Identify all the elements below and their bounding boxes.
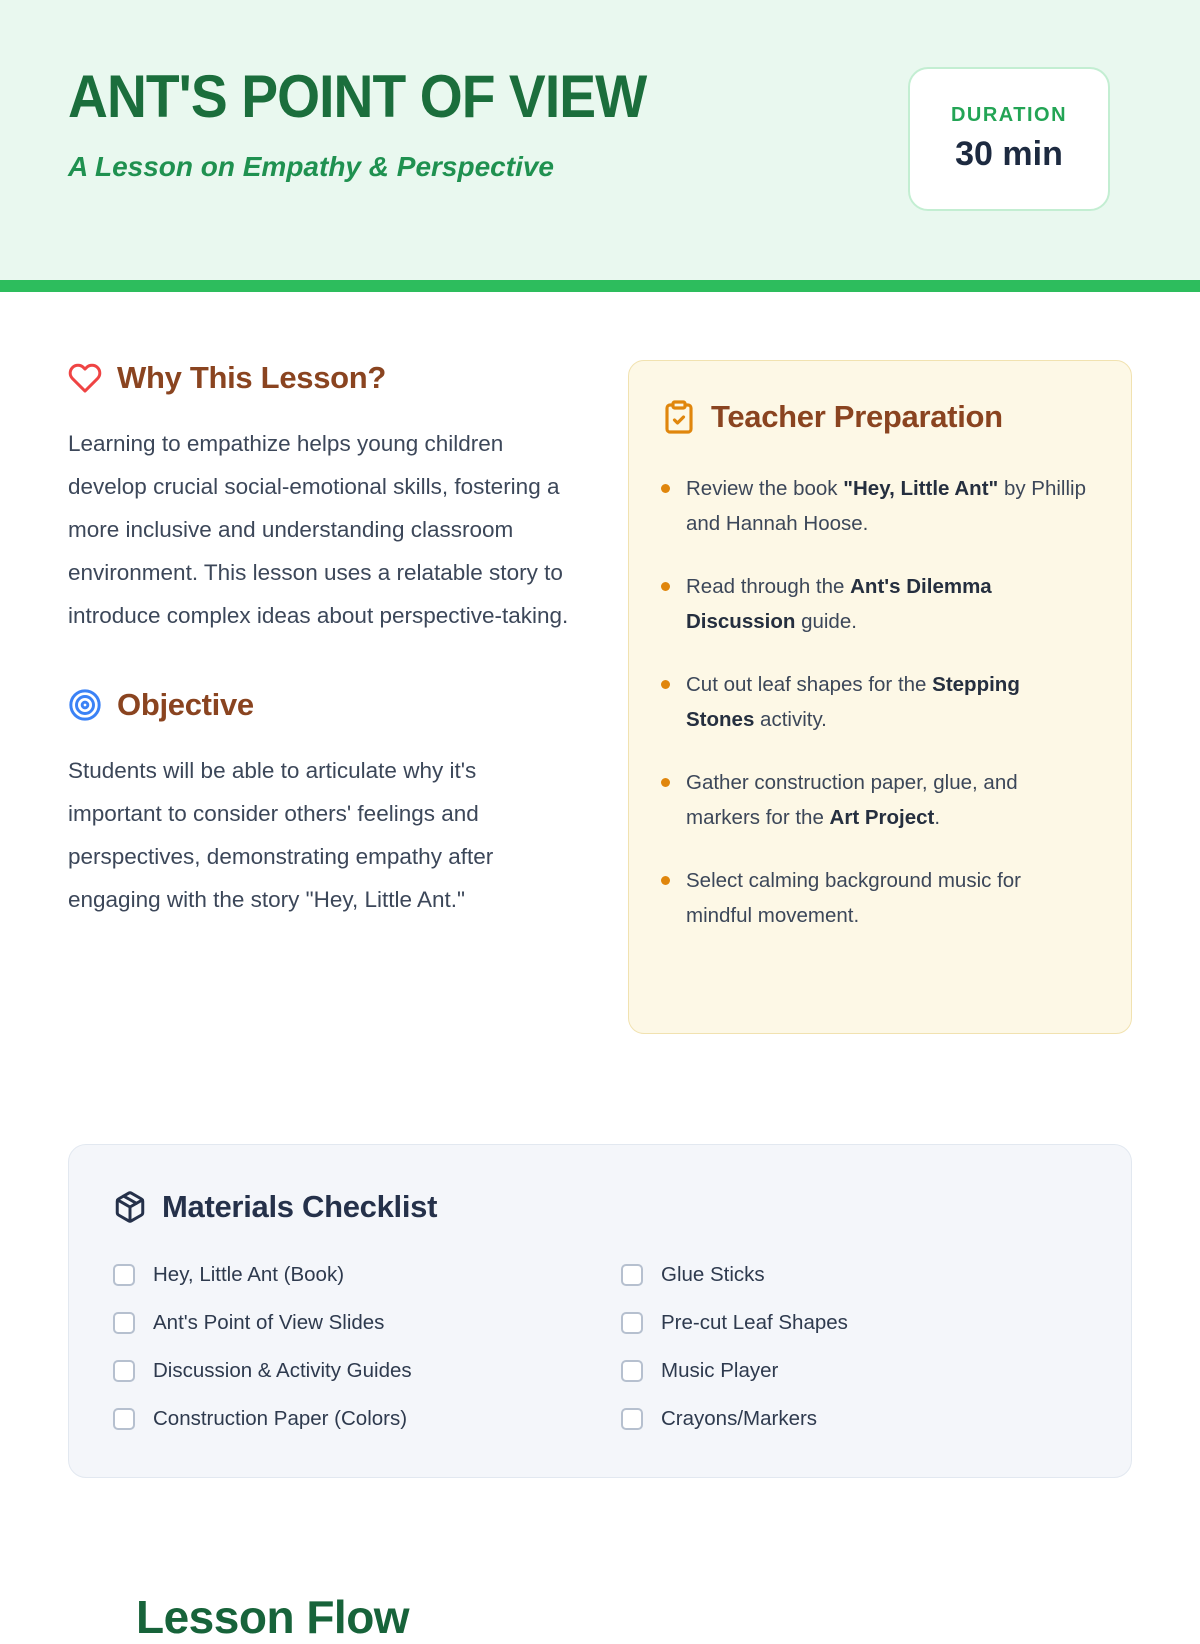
checkbox[interactable] bbox=[621, 1312, 643, 1334]
header bbox=[0, 0, 1200, 280]
why-section-heading bbox=[68, 360, 573, 396]
prep-bullet-text: Gather construction paper, glue, and markers for the Art Project. bbox=[686, 771, 1018, 829]
prep-bullet-item bbox=[661, 569, 1089, 639]
checklist-item bbox=[113, 1263, 621, 1287]
objective-section-heading bbox=[68, 687, 573, 723]
checklist-item-label: Crayons/Markers bbox=[661, 1407, 818, 1430]
checklist-item bbox=[621, 1407, 1083, 1431]
page-subtitle: A Lesson on Empathy & Perspective bbox=[68, 151, 554, 182]
materials-heading-text: Materials Checklist bbox=[162, 1189, 438, 1224]
why-paragraph: Learning to empathize helps young children develop crucial social-emotional skills, fostering a more inclusive and understanding classroom environment. This lesson uses a relatable story to introduce complex ideas about perspective-taking. bbox=[68, 431, 569, 628]
prep-bullet-text: Select calming background music for mindful movement. bbox=[686, 869, 1021, 927]
heart-icon bbox=[68, 361, 102, 395]
checklist-item-label: Glue Sticks bbox=[661, 1263, 765, 1286]
bullet-dot-icon bbox=[661, 582, 670, 591]
bullet-dot-icon bbox=[661, 680, 670, 689]
checklist-item bbox=[113, 1311, 621, 1335]
checkbox[interactable] bbox=[621, 1264, 643, 1286]
checklist-item bbox=[113, 1407, 621, 1431]
target-icon bbox=[68, 688, 102, 722]
checklist-item bbox=[621, 1263, 1083, 1287]
checklist-item bbox=[113, 1359, 621, 1383]
prep-bullet-item bbox=[661, 863, 1089, 933]
checklist-item-label: Construction Paper (Colors) bbox=[153, 1407, 408, 1430]
bullet-dot-icon bbox=[661, 876, 670, 885]
objective-paragraph: Students will be able to articulate why it's important to consider others' feelings and perspectives, demonstrating empathy after engaging with the story "Hey, Little Ant." bbox=[68, 758, 494, 912]
checklist-item-label: Hey, Little Ant (Book) bbox=[153, 1263, 345, 1286]
checklist-item-label: Music Player bbox=[661, 1359, 779, 1382]
prep-bullet-item bbox=[661, 765, 1089, 835]
checklist-item bbox=[621, 1359, 1083, 1383]
bullet-dot-icon bbox=[661, 484, 670, 493]
left-column bbox=[68, 360, 573, 1034]
teacher-prep-heading bbox=[661, 399, 1089, 435]
checklist-item-label: Pre-cut Leaf Shapes bbox=[661, 1311, 848, 1334]
duration-value: 30 min bbox=[955, 135, 1063, 173]
teacher-prep-heading-text: Teacher Preparation bbox=[711, 399, 1003, 434]
duration-label: DURATION bbox=[950, 104, 1068, 126]
prep-bullet-text: Review the book "Hey, Little Ant" by Phillip and Hannah Hoose. bbox=[686, 477, 1086, 535]
clipboard-check-icon bbox=[661, 399, 697, 435]
checklist-item-label: Discussion & Activity Guides bbox=[153, 1359, 412, 1382]
why-heading-text: Why This Lesson? bbox=[117, 360, 387, 395]
teacher-prep-list bbox=[661, 471, 1089, 933]
materials-checklist-grid bbox=[113, 1263, 1083, 1431]
checklist-item bbox=[621, 1311, 1083, 1335]
teacher-preparation-card bbox=[628, 360, 1132, 1034]
checklist-item-label: Ant's Point of View Slides bbox=[153, 1311, 385, 1334]
checkbox[interactable] bbox=[113, 1360, 135, 1382]
objective-heading-text: Objective bbox=[117, 687, 254, 722]
prep-bullet-item bbox=[661, 471, 1089, 541]
bullet-dot-icon bbox=[661, 778, 670, 787]
main-content bbox=[0, 360, 1200, 1644]
page-title: ANT'S POINT OF VIEW bbox=[68, 63, 647, 130]
checkbox[interactable] bbox=[621, 1360, 643, 1382]
checkbox[interactable] bbox=[113, 1264, 135, 1286]
lesson-flow-heading: Lesson Flow bbox=[136, 1591, 410, 1643]
prep-bullet-text: Read through the Ant's Dilemma Discussion guide. bbox=[686, 575, 992, 633]
materials-checklist-card bbox=[68, 1144, 1132, 1478]
package-icon bbox=[113, 1190, 147, 1224]
duration-badge bbox=[908, 67, 1110, 211]
checkbox[interactable] bbox=[621, 1408, 643, 1430]
materials-heading bbox=[113, 1189, 1083, 1225]
prep-bullet-text: Cut out leaf shapes for the Stepping Stones activity. bbox=[686, 673, 1020, 731]
accent-divider bbox=[0, 280, 1200, 292]
checkbox[interactable] bbox=[113, 1312, 135, 1334]
prep-bullet-item bbox=[661, 667, 1089, 737]
checkbox[interactable] bbox=[113, 1408, 135, 1430]
